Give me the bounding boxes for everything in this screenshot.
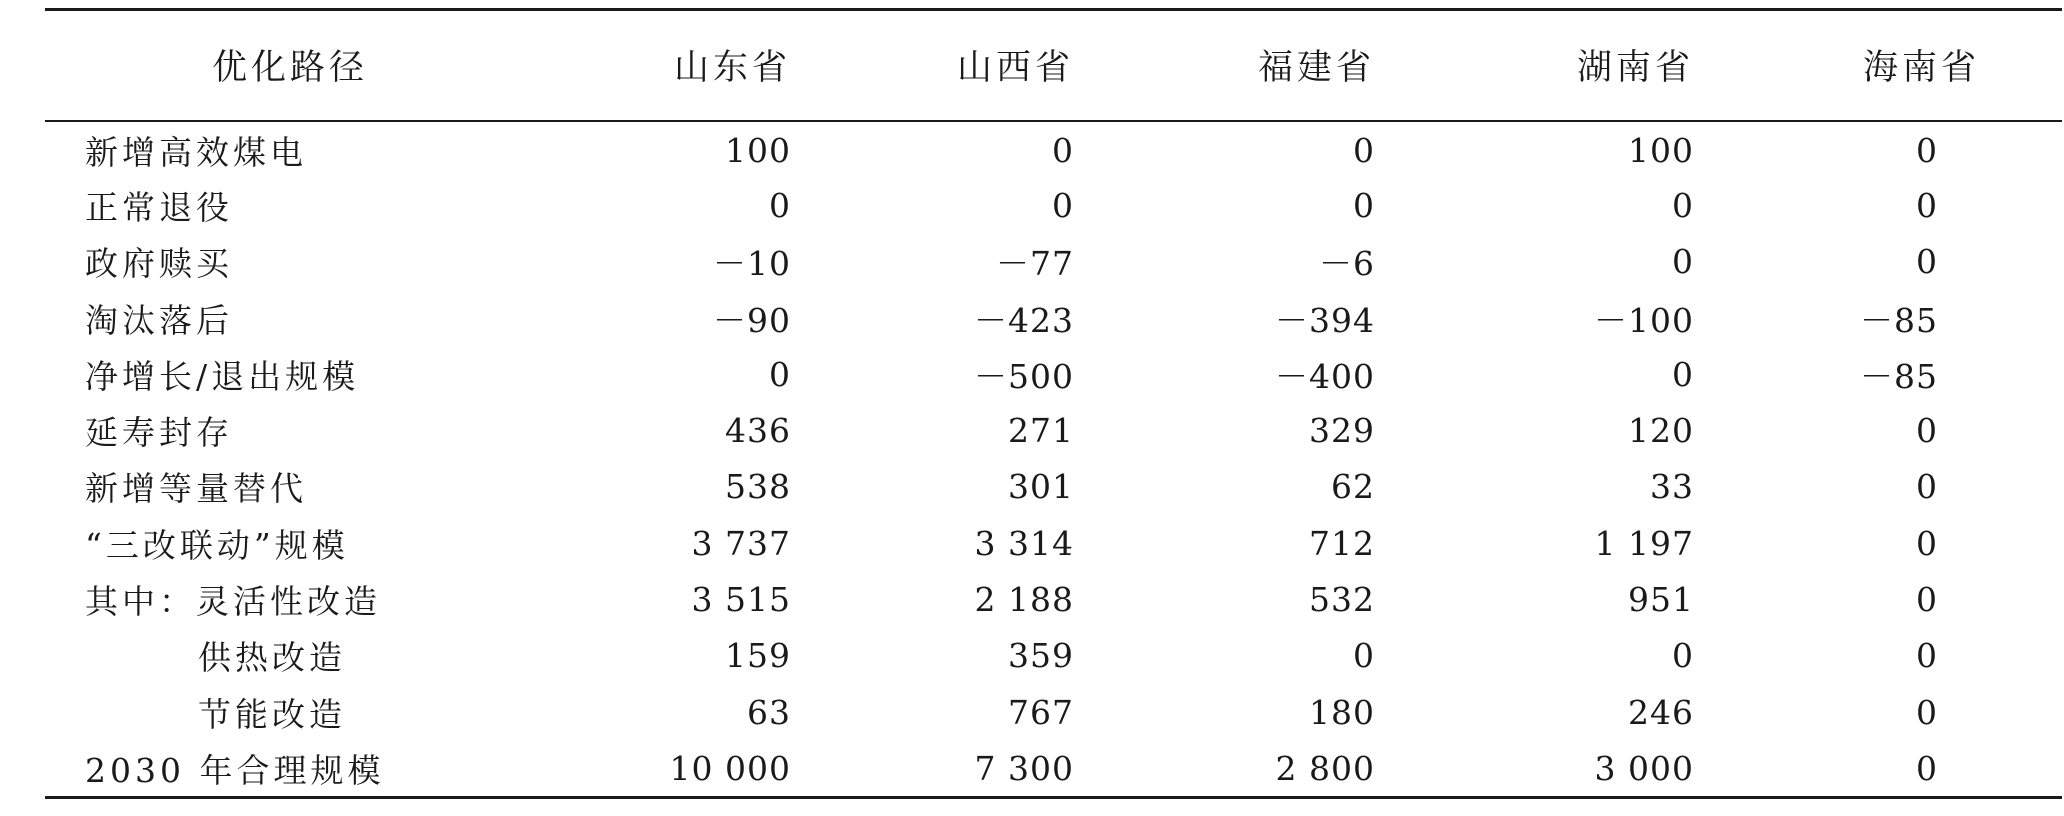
cell-shandong: －10 <box>713 244 791 284</box>
cell-shandong: 159 <box>725 636 791 676</box>
cell-shandong: 0 <box>769 354 791 394</box>
cell-hunan: －100 <box>1594 300 1694 340</box>
table-row <box>45 684 2062 740</box>
cell-shandong: 436 <box>725 411 791 451</box>
cell-hainan: 0 <box>1916 411 1938 451</box>
cell-fujian: 532 <box>1309 580 1375 620</box>
cell-hunan: 100 <box>1628 130 1694 170</box>
table-row <box>45 121 2062 177</box>
cell-hainan: －85 <box>1860 356 1938 396</box>
table-body <box>45 121 2062 797</box>
row-label: 延寿封存 <box>85 413 233 453</box>
cell-hunan: 120 <box>1628 411 1694 451</box>
table-row <box>45 740 2062 796</box>
cell-fujian: 2 800 <box>1275 748 1375 788</box>
cell-hunan: 0 <box>1672 636 1694 676</box>
cell-hainan: －85 <box>1860 300 1938 340</box>
table-row <box>45 515 2062 571</box>
cell-hunan: 1 197 <box>1594 523 1694 563</box>
table-row <box>45 177 2062 233</box>
row-label: 新增等量替代 <box>85 469 307 509</box>
cell-shandong: 538 <box>725 467 791 507</box>
cell-fujian: 0 <box>1353 636 1375 676</box>
row-label: 其中：灵活性改造 <box>85 582 381 622</box>
cell-hainan: 0 <box>1916 636 1938 676</box>
row-label: 2030 年合理规模 <box>85 750 385 790</box>
row-label: 新增高效煤电 <box>85 132 307 172</box>
cell-fujian: 0 <box>1353 185 1375 225</box>
header-fujian: 福建省 <box>1257 47 1375 88</box>
cell-hainan: 0 <box>1916 748 1938 788</box>
cell-shanxi: 301 <box>1008 467 1074 507</box>
row-label: 淘汰落后 <box>85 300 233 340</box>
row-label: 净增长/退出规模 <box>85 356 360 396</box>
cell-hainan: 0 <box>1916 467 1938 507</box>
cell-shandong: 3 515 <box>691 580 791 620</box>
row-label: 正常退役 <box>85 187 233 227</box>
cell-shanxi: 0 <box>1052 130 1074 170</box>
cell-fujian: －6 <box>1319 244 1375 284</box>
cell-hunan: 0 <box>1672 242 1694 282</box>
header-shandong: 山东省 <box>673 47 791 88</box>
table-row <box>45 402 2062 458</box>
data-table <box>45 8 2062 797</box>
cell-hunan: 3 000 <box>1594 748 1694 788</box>
header-path: 优化路径 <box>212 47 369 88</box>
table-row <box>45 346 2062 402</box>
cell-shanxi: －500 <box>974 356 1074 396</box>
cell-hainan: 0 <box>1916 692 1938 732</box>
cell-hainan: 0 <box>1916 185 1938 225</box>
cell-fujian: －394 <box>1275 300 1375 340</box>
cell-fujian: 712 <box>1309 523 1375 563</box>
header-hainan: 海南省 <box>1862 47 1980 88</box>
cell-fujian: 329 <box>1309 411 1375 451</box>
cell-shandong: 100 <box>725 130 791 170</box>
cell-hunan: 951 <box>1628 580 1694 620</box>
table-row <box>45 459 2062 515</box>
row-label: 供热改造 <box>198 638 346 678</box>
table-header-row <box>45 8 2062 121</box>
table-row <box>45 290 2062 346</box>
row-label: 节能改造 <box>198 694 346 734</box>
cell-shanxi: 0 <box>1052 185 1074 225</box>
cell-fujian: 62 <box>1331 467 1375 507</box>
cell-shanxi: 3 314 <box>974 523 1074 563</box>
table-row <box>45 234 2062 290</box>
cell-shandong: 3 737 <box>691 523 791 563</box>
cell-shandong: －90 <box>713 300 791 340</box>
cell-hunan: 0 <box>1672 185 1694 225</box>
cell-hunan: 33 <box>1650 467 1694 507</box>
cell-shanxi: －77 <box>996 244 1074 284</box>
row-label: 政府赎买 <box>85 244 233 284</box>
cell-shanxi: 7 300 <box>974 748 1074 788</box>
cell-fujian: 180 <box>1309 692 1375 732</box>
cell-shandong: 0 <box>769 185 791 225</box>
cell-fujian: 0 <box>1353 130 1375 170</box>
cell-shanxi: 767 <box>1008 692 1074 732</box>
header-hunan: 湖南省 <box>1576 47 1694 88</box>
table-row <box>45 571 2062 627</box>
cell-shandong: 63 <box>747 692 791 732</box>
table-row <box>45 628 2062 684</box>
cell-shanxi: 359 <box>1008 636 1074 676</box>
cell-shanxi: －423 <box>974 300 1074 340</box>
header-shanxi: 山西省 <box>956 47 1074 88</box>
cell-hunan: 246 <box>1628 692 1694 732</box>
cell-shandong: 10 000 <box>669 748 791 788</box>
cell-shanxi: 271 <box>1008 411 1074 451</box>
cell-shanxi: 2 188 <box>974 580 1074 620</box>
cell-hainan: 0 <box>1916 130 1938 170</box>
cell-fujian: －400 <box>1275 356 1375 396</box>
cell-hainan: 0 <box>1916 242 1938 282</box>
row-label: “三改联动”规模 <box>85 525 349 565</box>
cell-hainan: 0 <box>1916 580 1938 620</box>
cell-hunan: 0 <box>1672 354 1694 394</box>
cell-hainan: 0 <box>1916 523 1938 563</box>
